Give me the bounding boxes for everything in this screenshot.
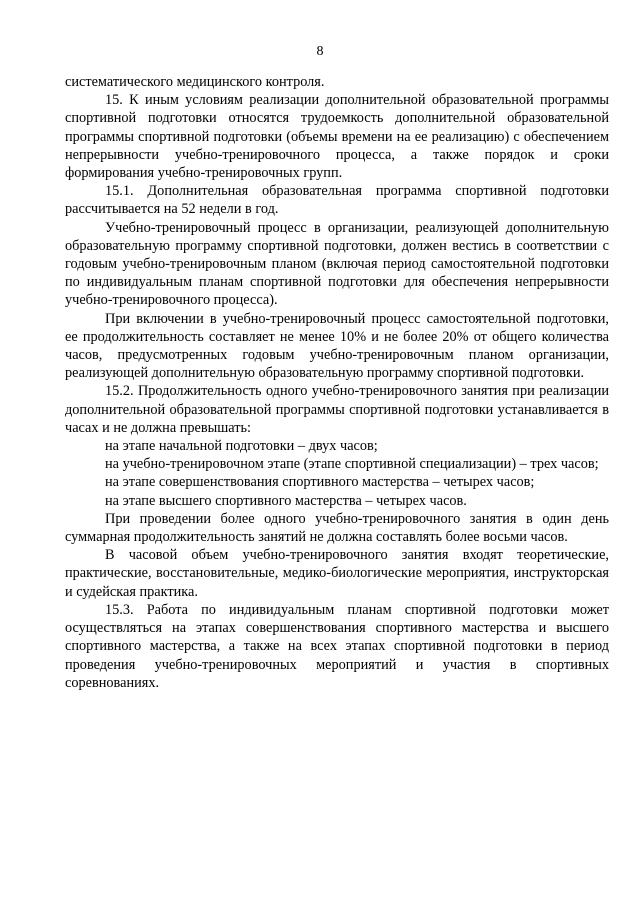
paragraph-training-process: Учебно-тренировочный процесс в организации, реализующей дополнительную образовательную программу спортивной подготовки, должен вестись в соответствии с годовым учебно-тренировочным планом (включая период самостоятельной подготовки по индивидуальным планам спортивной подготовки для обеспечения непрерывности учебно-тренировочного процесса). — [65, 219, 609, 309]
list-item-initial-stage: на этапе начальной подготовки – двух часов; — [105, 438, 378, 455]
list-item-higher-mastery-stage: на этапе высшего спортивного мастерства – четырех часов. — [105, 492, 467, 509]
paragraph-15-1: 15.1. Дополнительная образовательная программа спортивной подготовки рассчитывается на 52 недели в год. — [65, 183, 609, 218]
scan-margin-mark — [629, 640, 630, 840]
paragraph-daily-limit: При проведении более одного учебно-тренировочного занятия в один день суммарная продолжительность занятий не должна составлять более восьми часов. — [65, 510, 609, 546]
list-item-improvement-stage: на этапе совершенствования спортивного мастерства – четырех часов; — [105, 474, 535, 491]
paragraph-15-3: 15.3. Работа по индивидуальным планам спортивной подготовки может осуществляться на этапах совершенствования спортивного мастерства и высшего спортивного мастерства, а также на всех этапах спортивной подготовки в период проведения учебно-тренировочных мероприятий и участия в спортивных соревнованиях. — [65, 601, 609, 691]
page-number: 8 — [316, 44, 324, 59]
paragraph-15: 15. К иным условиям реализации дополнительной образовательной программы спортивной подготовки относятся трудоемкость дополнительной образовательной программы спортивной подготовки (объемы времени на ее реализацию) с обеспечением непрерывности учебно-тренировочного процесса, а также порядок и сроки формирования учебно-тренировочных групп. — [65, 92, 609, 182]
list-item-training-stage: на учебно-тренировочном этапе (этапе спортивной специализации) – трех часов; — [105, 456, 599, 473]
paragraph-hour-volume: В часовой объем учебно-тренировочного занятия входят теоретические, практические, восстановительные, медико-биологические мероприятия, инструкторская и судейская практика. — [65, 547, 609, 600]
paragraph-continuation: систематического медицинского контроля. — [65, 74, 325, 90]
paragraph-self-preparation: При включении в учебно-тренировочный процесс самостоятельной подготовки, ее продолжительность составляет не менее 10% и не более 20% от общего количества часов, предусмотренных годовым учебно-тренировочным планом организации, реализующей дополнительную образовательную программу спортивной подготовки. — [65, 310, 609, 382]
document-body — [65, 73, 609, 692]
paragraph-15-2: 15.2. Продолжительность одного учебно-тренировочного занятия при реализации дополнительной образовательной программы спортивной подготовки устанавливается в часах и не должна превышать: — [65, 383, 609, 436]
